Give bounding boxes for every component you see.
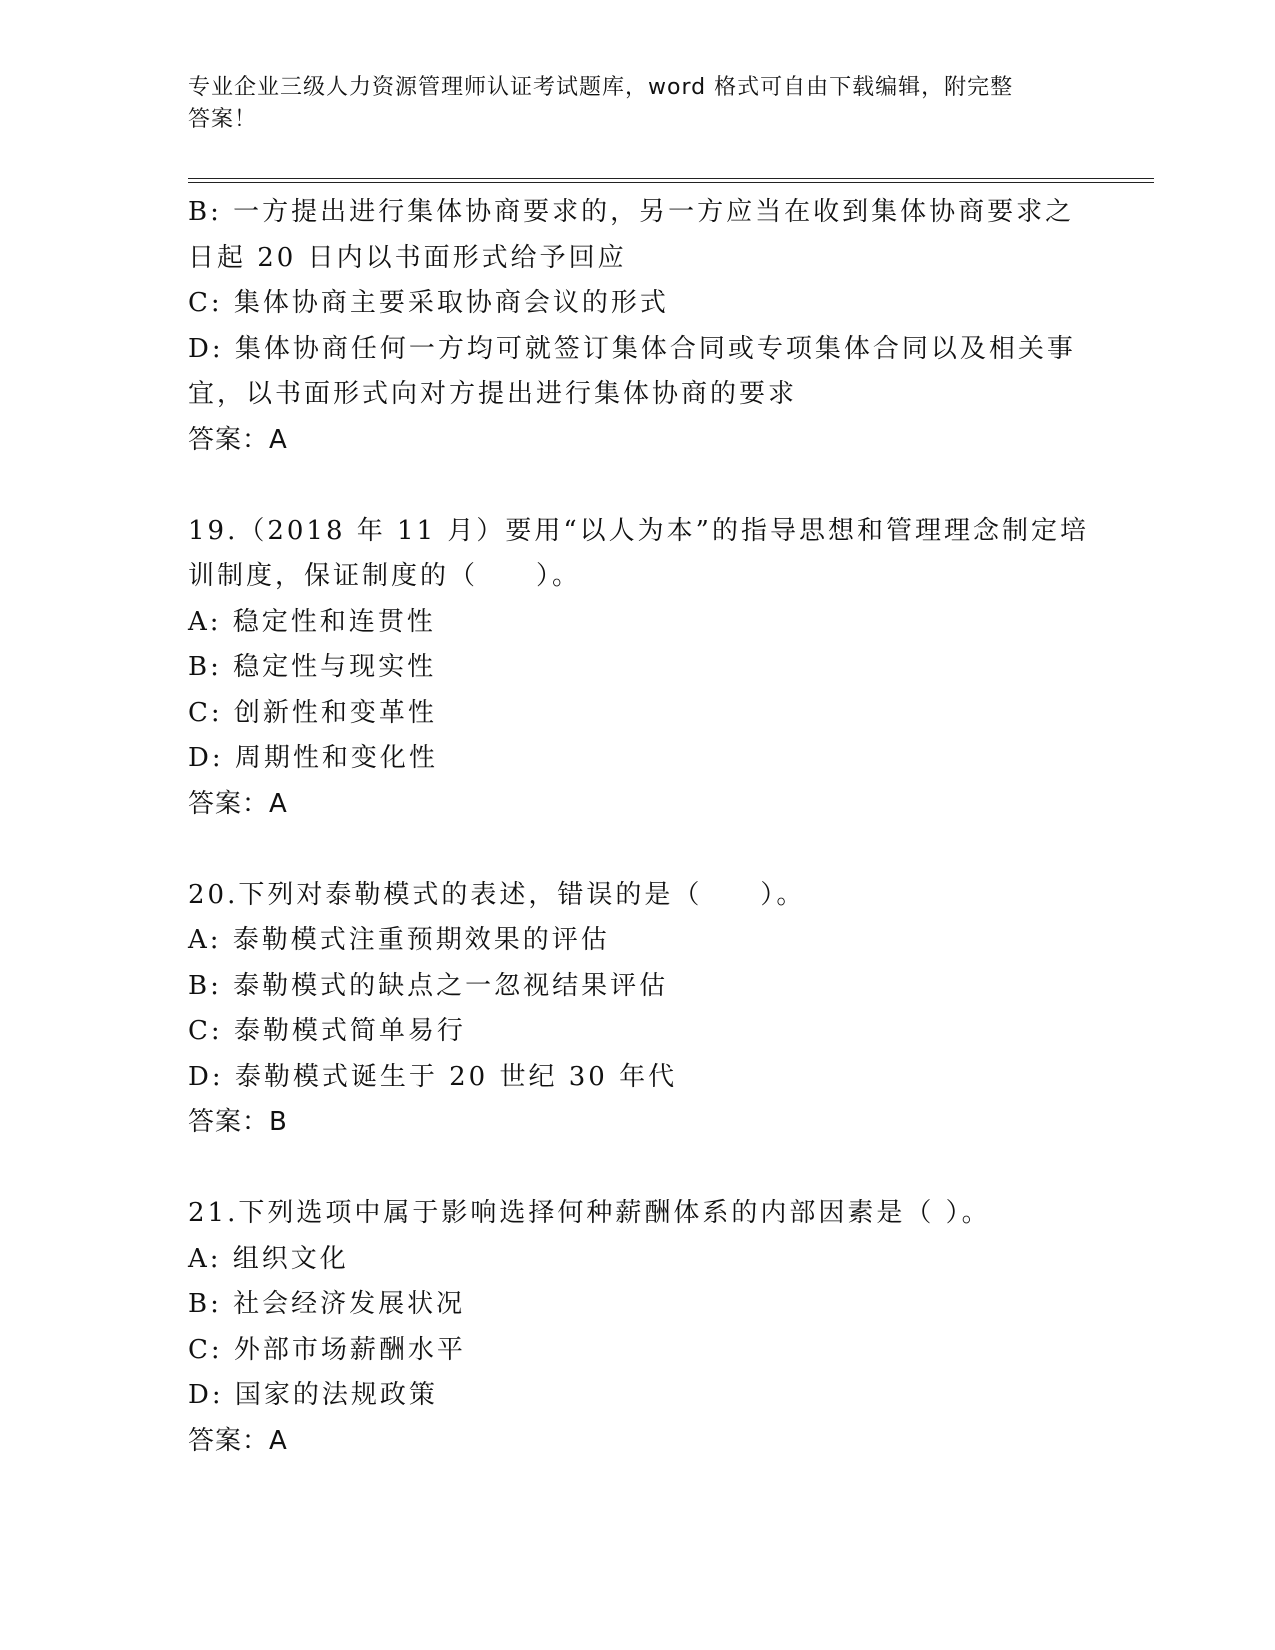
option-c: C: 外部市场薪酬水平 [188,1334,466,1365]
option-a: A: 泰勒模式注重预期效果的评估 [188,925,610,955]
question-stem: 20.下列对泰勒模式的表述，错误的是（ ）。 [188,879,806,910]
option-d: D: 集体协商任何一方均可就签订集体合同或专项集体合同以及相关事 [188,333,1076,364]
option-a: A: 稳定性和连贯性 [188,606,436,637]
document-header [188,72,1068,136]
question-19 [188,509,1088,828]
question-stem-continued: 训制度，保证制度的（ ）。 [188,561,582,591]
option-b: B: 社会经济发展状况 [188,1289,466,1319]
question-stem: 19.（2018 年 11 月）要用“以人为本”的指导思想和管理理念制定培 [188,515,1089,546]
option-b: B: 一方提出进行集体协商要求的，另一方应当在收到集体协商要求之 [188,197,1075,227]
question-21 [188,1191,1088,1464]
option-c: C: 创新性和变革性 [188,697,437,728]
question-20 [188,873,1088,1146]
question-stem: 21.下列选项中属于影响选择何种薪酬体系的内部因素是（ ）。 [188,1198,991,1228]
answer: 答案：B [188,1107,288,1137]
header-divider [188,178,1154,183]
option-b: B: 泰勒模式的缺点之一忽视结果评估 [188,970,669,1001]
header-line-1: 专业企业三级人力资源管理师认证考试题库，word 格式可自由下载编辑，附完整 [188,75,1014,100]
option-d: D: 泰勒模式诞生于 20 世纪 30 年代 [188,1061,678,1092]
question-18 [188,190,1088,463]
header-line-2: 答案！ [188,107,258,132]
option-b-continued: 日起 20 日内以书面形式给予回应 [188,242,627,273]
option-c: C: 集体协商主要采取协商会议的形式 [188,288,669,318]
option-b: B: 稳定性与现实性 [188,652,437,682]
option-d: D: 周期性和变化性 [188,743,438,773]
question-list [188,190,1088,1464]
option-c: C: 泰勒模式简单易行 [188,1016,466,1046]
answer: 答案：A [188,1425,288,1456]
option-d: D: 国家的法规政策 [188,1380,438,1410]
option-d-continued: 宜，以书面形式向对方提出进行集体协商的要求 [188,379,798,409]
answer: 答案：A [188,424,288,455]
option-a: A: 组织文化 [188,1243,349,1274]
answer: 答案：A [188,788,288,819]
